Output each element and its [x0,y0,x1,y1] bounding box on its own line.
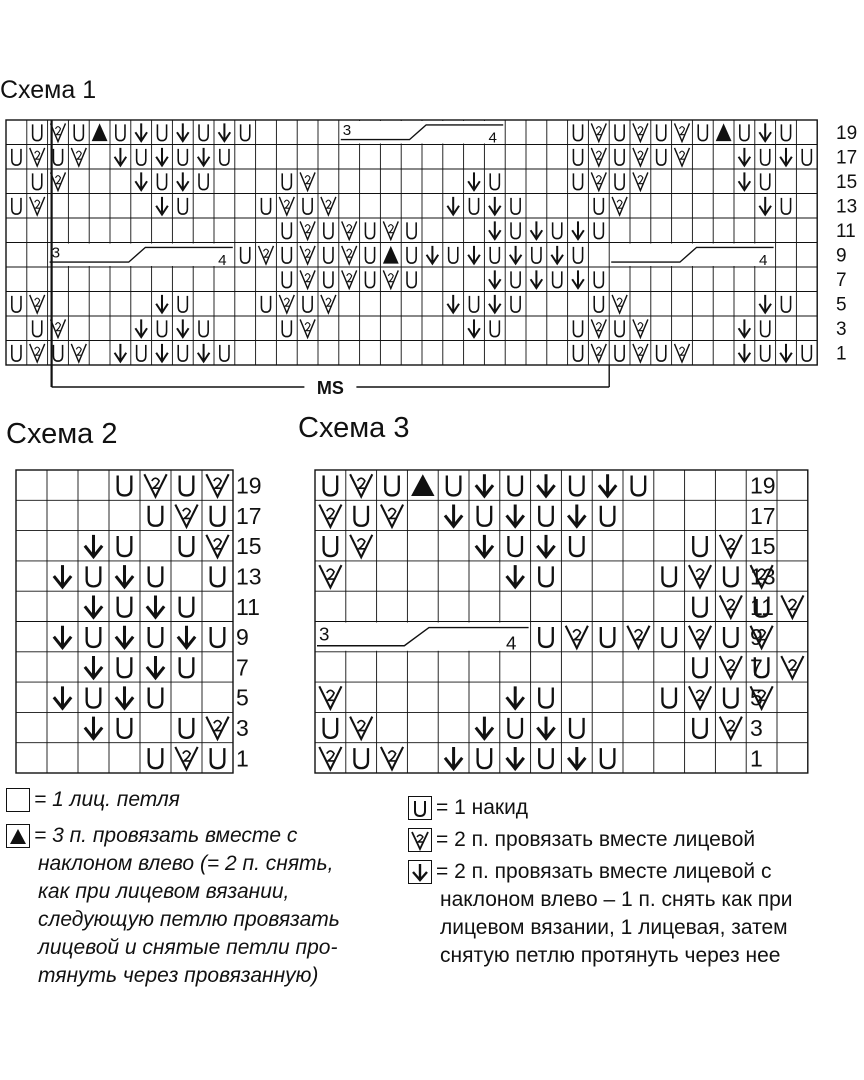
schema-1-row-number: 19 [836,123,858,145]
cable-end-label: 4 [218,252,227,270]
triangle-icon [6,824,30,848]
schema-3-row-number: 3 [750,715,763,742]
legend-item-ssk [408,858,858,886]
schema-2-row-number: 19 [236,472,262,499]
legend-item-yo [408,794,858,822]
legend-ssk-line-2: лицевом вязании, 1 лицевая, затем [440,916,788,939]
legend-triangle-line-1: наклоном влево (= 2 п. снять, [38,852,334,875]
legend-item-knit [6,786,386,814]
legend-k2tog-text: = 2 п. провязать вместе лицевой [436,828,756,851]
legend-triangle-line-0: = 3 п. провязать вместе с [34,824,298,847]
schema-3-title: Схема 3 [298,412,410,444]
schema-1-row-number: 3 [836,319,847,341]
schema-3-row-number: 19 [750,472,776,499]
cable-end-label: 4 [758,252,768,270]
cable-start-label: 3 [51,244,61,262]
schema-3-row-number: 1 [750,745,763,772]
legend-ssk-line-1: наклоном влево – 1 п. снять как при [440,888,793,911]
schema-1-row-number: 13 [836,196,858,218]
schema-1-row-number: 7 [836,270,847,292]
legend-triangle-line-2: как при лицевом вязании, [38,880,290,903]
schema-3-row-number: 17 [750,502,776,529]
schema-2-row-number: 3 [236,715,249,742]
schema-3-row-number: 11 [750,593,774,620]
schema-2-row-number: 13 [236,563,262,590]
legend-knit-text: = 1 лиц. петля [34,788,180,811]
yarn-over-icon [408,796,432,820]
schema-1-row-number: 11 [836,221,856,243]
schema-3-row-number: 13 [750,563,776,590]
schema-1-row-number: 1 [836,343,847,365]
schema-2-row-number: 1 [236,745,249,772]
schema-2-row-number: 11 [236,593,260,620]
legend-ssk-line-0: = 2 п. провязать вместе лицевой с [436,860,772,883]
legend-item-triangle [6,822,386,850]
legend-left [6,786,386,990]
cable-end-label: 4 [488,129,498,147]
schema-2-row-number: 7 [236,654,249,681]
schema-1-row-number: 5 [836,294,847,316]
legend-right [408,794,858,970]
arrow-down-icon [408,860,432,884]
schema-2-row-number: 15 [236,533,262,560]
k2tog-icon [408,828,432,852]
empty-square-icon [6,788,30,812]
schema-3-row-number: 9 [750,624,763,651]
legend-ssk-line-3: снятую петлю протянуть через нее [440,944,781,967]
schema-2-row-number: 9 [236,624,249,651]
cable-start-label: 3 [342,122,352,140]
schema-3-row-number: 5 [750,684,763,711]
ms-label: MS [316,378,344,398]
legend-triangle-line-3: следующую петлю провязать [38,908,340,931]
schema-3-row-number: 7 [750,654,763,681]
schema-2-row-number: 5 [236,684,249,711]
legend-triangle-line-5: тянуть через провязанную) [38,964,319,987]
schema-3-row-number: 15 [750,533,776,560]
schema-3-grid [315,470,808,773]
schema-1-row-number: 15 [836,172,858,194]
cable-start-label: 3 [319,623,330,645]
schema-2-row-number: 17 [236,502,262,529]
legend-triangle-line-4: лицевой и снятые петли про- [38,936,338,959]
legend-yo-text: = 1 накид [436,796,529,819]
schema-1-row-number: 9 [836,245,847,267]
cable-area [316,623,530,654]
schema-2-title: Схема 2 [6,418,118,450]
schema-1-title: Схема 1 [0,76,97,104]
cable-end-label: 4 [505,632,517,654]
schema-1-row-number: 17 [836,147,858,169]
legend-item-k2tog [408,826,858,854]
